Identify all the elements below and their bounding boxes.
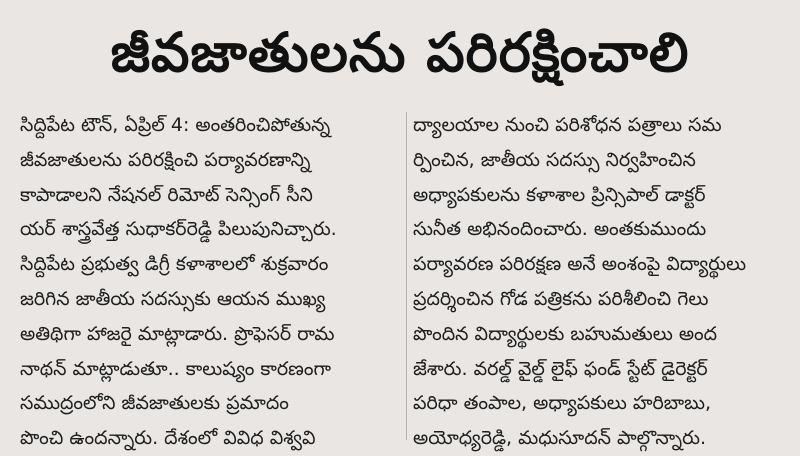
right-line: జేశారు. వరల్డ్ వైల్డ్ లైఫ్ ఫండ్ స్టేట్ డైరెక్టర్ <box>413 357 708 380</box>
right-line: పరిధా తంపాల, అధ్యాపకులు హరిబాబు, <box>413 392 712 415</box>
article-body <box>20 108 782 450</box>
right-line: పొందిన విద్యార్థులకు బహుమతులు అంద <box>413 322 718 345</box>
right-column <box>413 108 782 456</box>
article-headline: జీవజాతులను పరిరక్షించాలి <box>110 21 690 84</box>
left-line: జీవజాతులను పరిరక్షించి పర్యావరణాన్ని <box>20 148 311 171</box>
left-line: కాపాడాలని నేషనల్ రిమోట్ సెన్సింగ్ సీని <box>20 183 313 206</box>
left-line: సిద్దిపేట టౌన్, ఏప్రిల్ 4: అంతరించిపోతున్న <box>20 114 331 136</box>
right-line: సునీత అభినందించారు. అంతకుముందు <box>413 218 707 241</box>
column-divider <box>406 112 407 440</box>
left-line: సిద్దిపేట ప్రభుత్వ డిగ్రీ కళాశాలలో శుక్రవారం <box>20 253 329 276</box>
right-line: అయోధ్యరెడ్డి, మధుసూదన్ పాల్గొన్నారు. <box>413 427 707 450</box>
left-column <box>20 108 400 456</box>
right-line: పర్యావరణ పరిరక్షణ అనే అంశంపై విద్యార్థులు <box>413 253 747 276</box>
right-line: అధ్యాపకులను కళాశాల ప్రిన్సిపాల్ డాక్టర్ <box>413 183 706 206</box>
left-line: యర్ శాస్త్రవేత్త సుధాకర్‌రెడ్డి పిలుపునిచ్చారు. <box>20 218 337 241</box>
right-line: ప్రదర్శించిన గోడ పత్రికను పరిశీలించి గెలు <box>413 287 709 310</box>
right-line: ద్యాలయాల నుంచి పరిశోధన పత్రాలు సమ <box>413 114 722 136</box>
left-line: సముద్రంలోని జీవజాతులకు ప్రమాదం <box>20 392 289 415</box>
left-line: జరిగిన జాతీయ సదస్సుకు ఆయన ముఖ్య <box>20 287 326 310</box>
right-line: ర్పించిన, జాతీయ సదస్సు నిర్వహించిన <box>413 148 696 171</box>
left-line: పొంచి ఉందన్నారు. దేశంలో వివిధ విశ్వవి <box>20 427 316 450</box>
left-line: అతిథిగా హాజరై మాట్లాడారు. ప్రొఫెసర్ రామ <box>20 322 335 345</box>
left-line: నాథన్ మాట్లాడుతూ.. కాలుష్యం కారణంగా <box>20 357 331 380</box>
